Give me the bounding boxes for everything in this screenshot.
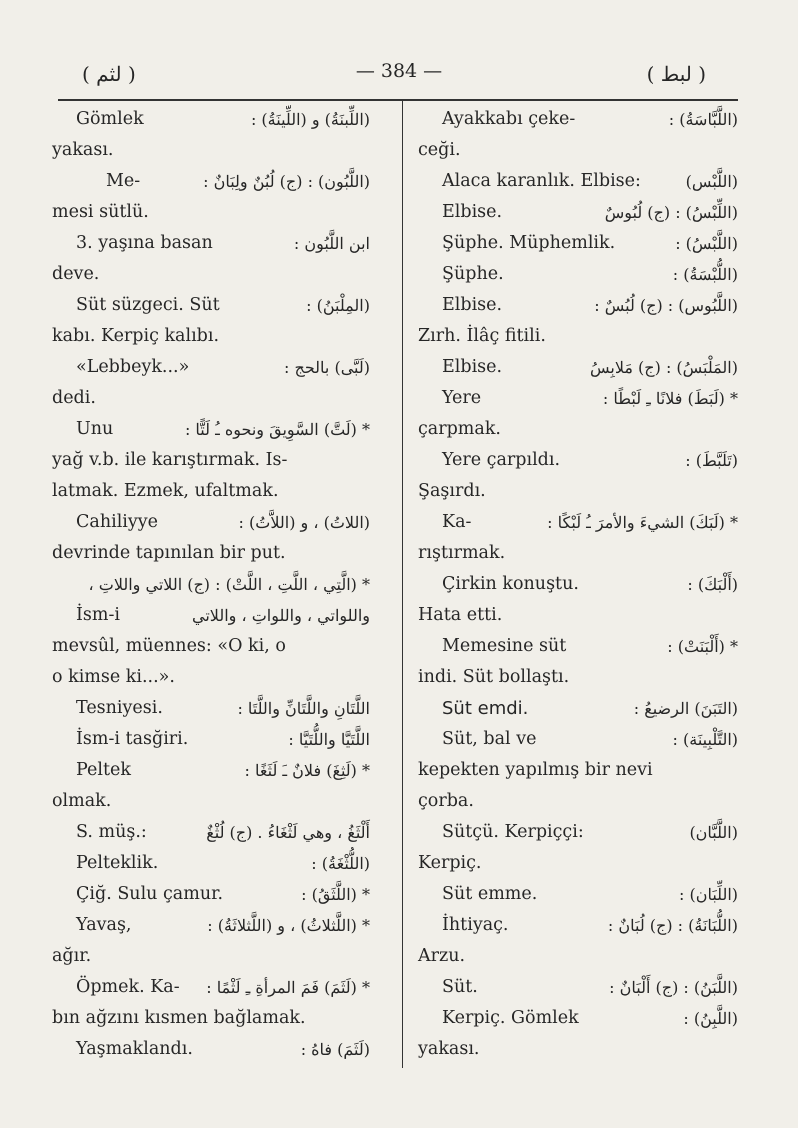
entry-line <box>418 817 738 848</box>
entry-line <box>52 507 370 538</box>
entry-line <box>418 228 738 259</box>
entry-line <box>418 879 738 910</box>
arabic-headword: (اللَّبِنُ) : <box>683 1009 738 1028</box>
turkish-text: bın ağzını kısmen bağlamak. <box>52 1008 306 1028</box>
turkish-text: rıştırmak. <box>418 543 506 563</box>
turkish-text: ağır. <box>52 946 92 966</box>
turkish-text: yakası. <box>52 140 114 160</box>
column-divider <box>402 100 403 1068</box>
turkish-text: Kerpiç. <box>418 853 482 873</box>
arabic-headword: * (لَثَمَ) فَمَ المرأةِ ـِ لَثْمًا : <box>206 978 370 997</box>
turkish-text: mesi sütlü. <box>52 202 149 222</box>
turkish-text: 3. yaşına basan <box>76 233 213 253</box>
entry-line <box>418 290 738 321</box>
entry-line <box>52 786 370 817</box>
turkish-text: Süt, bal ve <box>442 729 537 749</box>
arabic-headword: * (لَبَطَ) فلانًا ـِ لَبْطًا : <box>602 389 738 408</box>
entry-line <box>52 414 370 445</box>
entry-line <box>52 476 370 507</box>
turkish-text: Çirkin konuştu. <box>442 574 579 594</box>
turkish-text: indi. Süt bollaştı. <box>418 667 570 687</box>
arabic-headword: (اللَّبُوس) : (ج) لُبُسٌ : <box>594 296 738 315</box>
entry-line <box>52 817 370 848</box>
turkish-text: Cahiliyye <box>76 512 159 532</box>
entry-line <box>52 600 370 631</box>
turkish-text: Elbise. <box>442 357 503 377</box>
arabic-headword: (أَلْبَكَ) : <box>687 575 738 594</box>
arabic-headword: (اللاتُ) ، و (اللاَّتُ) : <box>238 513 370 532</box>
entry-line <box>52 879 370 910</box>
entry-line <box>52 197 370 228</box>
page-header <box>0 56 798 96</box>
entry-line <box>418 166 738 197</box>
arabic-headword: (اللَّبْس) <box>685 172 738 191</box>
header-rule <box>58 99 738 101</box>
entry-line <box>52 941 370 972</box>
arabic-headword: (المِلْبَنُ) : <box>306 296 370 315</box>
turkish-text: Tesniyesi. <box>76 698 163 718</box>
entry-line <box>418 724 738 755</box>
turkish-text: Memesine süt <box>442 636 567 656</box>
arabic-headword: (اللَّبَّاسَةُ) : <box>668 110 738 129</box>
turkish-text: Alaca karanlık. Elbise: <box>442 171 641 191</box>
turkish-text: S. müş.: <box>76 822 147 842</box>
turkish-text: Yere <box>442 388 482 408</box>
arabic-headword: (لَبَّى) بالحج : <box>284 358 370 377</box>
arabic-headword: اللَّتَانِ واللَّتَانِّ واللَّتَا : <box>237 699 370 718</box>
turkish-text: Yavaş, <box>76 915 132 935</box>
turkish-text: latmak. Ezmek, ufaltmak. <box>52 481 279 501</box>
turkish-text: ceği. <box>418 140 461 160</box>
turkish-text: deve. <box>52 264 100 284</box>
entry-line <box>52 972 370 1003</box>
arabic-headword: اللَّتَيَّا واللُّتَيَّا : <box>288 730 370 749</box>
arabic-headword: (اللَّبُون) : (ج) لُبُنٌ ولِبَانٌ : <box>203 172 370 191</box>
arabic-headword: (المَلْبَسُ) : (ج) مَلابِسُ <box>589 358 738 377</box>
turkish-text: Öpmek. Ka- <box>76 977 180 997</box>
header-right-keyword: ( لبط ) <box>646 62 706 86</box>
entry-line <box>418 259 738 290</box>
turkish-text: Kerpiç. Gömlek <box>442 1008 579 1028</box>
entry-line <box>418 662 738 693</box>
turkish-text: İsm-i <box>76 605 120 625</box>
entry-line <box>418 1003 738 1034</box>
turkish-text: İhtiyaç. <box>442 915 509 935</box>
entry-line <box>418 848 738 879</box>
entry-line <box>418 414 738 445</box>
arabic-headword: واللواتي ، واللواتِ ، واللاتي <box>191 606 370 625</box>
entry-line <box>52 848 370 879</box>
entry-line <box>418 693 738 724</box>
turkish-text: kepekten yapılmış bir nevi <box>418 760 653 780</box>
turkish-text: olmak. <box>52 791 112 811</box>
turkish-text: İsm-i tasğiri. <box>76 729 189 749</box>
entry-line <box>418 755 738 786</box>
turkish-text: Peltek <box>76 760 131 780</box>
arabic-headword: * (لَبَكَ) الشيءَ والأمرَ ـُ لَبْكًا : <box>547 513 738 532</box>
entry-line <box>418 786 738 817</box>
entry-line <box>418 631 738 662</box>
turkish-text: Hata etti. <box>418 605 503 625</box>
arabic-headword: * (اللَّثَقُ) : <box>301 885 370 904</box>
arabic-headword: أَلْثَغُ ، وهي لَثْغَاءُ . (ج) لُثْغٌ <box>206 823 370 842</box>
entry-line <box>418 910 738 941</box>
turkish-text: Süt süzgeci. Süt <box>76 295 220 315</box>
turkish-text: Süt emdi. <box>442 698 529 719</box>
turkish-text: Sütçü. Kerpiççi: <box>442 822 584 842</box>
arabic-headword: (اللُّبْسَةُ) : <box>672 265 738 284</box>
entry-line <box>418 507 738 538</box>
entry-line <box>52 445 370 476</box>
entry-line <box>52 352 370 383</box>
turkish-text: Çiğ. Sulu çamur. <box>76 884 224 904</box>
left-column <box>52 104 370 1065</box>
arabic-headword: (اللَّبَنُ) : (ج) أَلْبَانٌ : <box>609 978 738 997</box>
entry-line <box>52 259 370 290</box>
arabic-headword: (اللِّبْسُ) : (ج) لُبُوسٌ <box>604 203 738 222</box>
entry-line <box>418 321 738 352</box>
entry-line <box>418 972 738 1003</box>
right-column <box>418 104 738 1065</box>
turkish-text: Elbise. <box>442 295 503 315</box>
entry-line <box>52 662 370 693</box>
turkish-text: Elbise. <box>442 202 503 222</box>
turkish-text: Süt emme. <box>442 884 538 904</box>
arabic-headword: * (أَلْبَنَتْ) : <box>667 637 738 656</box>
turkish-text: Me- <box>106 171 141 191</box>
entry-line <box>52 290 370 321</box>
turkish-text: Zırh. İlâç fitili. <box>418 326 546 346</box>
turkish-text: çorba. <box>418 791 474 811</box>
entry-line <box>52 228 370 259</box>
arabic-headword: * (لَتَّ) السَّوِيقَ ونحوه ـُ لَتًّا : <box>184 420 370 439</box>
entry-line <box>52 135 370 166</box>
turkish-text: Şüphe. <box>442 264 504 284</box>
entry-line <box>52 724 370 755</box>
entry-line <box>52 104 370 135</box>
arabic-headword: (تَلَبَّطَ) : <box>685 451 738 470</box>
entry-line <box>52 910 370 941</box>
arabic-headword: (اللِّبنَةُ) و (اللِّينَةُ) : <box>250 110 370 129</box>
entry-line <box>418 352 738 383</box>
entry-line <box>52 383 370 414</box>
turkish-text: Pelteklik. <box>76 853 159 873</box>
arabic-headword: * (الَّتِي ، اللَّتِ ، اللَّتْ) : (ج) اللاتي واللاتِ ، <box>88 575 370 594</box>
entry-line <box>418 941 738 972</box>
arabic-headword: (اللُّبَانَةُ) : (ج) لُبَانٌ : <box>607 916 738 935</box>
arabic-headword: (التَّلْبِينَة) : <box>672 730 738 749</box>
entry-line <box>52 693 370 724</box>
arabic-headword: (اللِّبَان) : <box>678 885 738 904</box>
entry-line <box>418 104 738 135</box>
turkish-text: Süt. <box>442 977 478 997</box>
turkish-text: Gömlek <box>76 109 144 129</box>
turkish-text: kabı. Kerpiç kalıbı. <box>52 326 220 346</box>
turkish-text: Yaşmaklandı. <box>76 1039 193 1059</box>
turkish-text: Şaşırdı. <box>418 481 486 501</box>
turkish-text: Ayakkabı çeke- <box>442 109 576 129</box>
turkish-text: Ka- <box>442 512 472 532</box>
entry-line <box>418 1034 738 1065</box>
arabic-headword: * (اللَّثلاثُ) ، و (اللَّثلاثَةُ) : <box>207 916 370 935</box>
entry-line <box>418 135 738 166</box>
entry-line <box>418 476 738 507</box>
entry-line <box>418 197 738 228</box>
turkish-text: devrinde tapınılan bir put. <box>52 543 286 563</box>
entry-line <box>418 538 738 569</box>
arabic-headword: * (لَثِغَ) فلانٌ ـَ لَثَغًا : <box>244 761 370 780</box>
turkish-text: yakası. <box>418 1039 480 1059</box>
turkish-text: çarpmak. <box>418 419 501 439</box>
entry-line <box>52 755 370 786</box>
entry-line <box>52 538 370 569</box>
turkish-text: Unu <box>76 419 114 439</box>
entry-line <box>52 569 370 600</box>
turkish-text: Arzu. <box>418 946 466 966</box>
arabic-headword: (اللَّبَّان) <box>689 823 738 842</box>
entry-line <box>52 1003 370 1034</box>
turkish-text: «Lebbeyk...» <box>76 357 190 377</box>
entry-line <box>418 600 738 631</box>
page-number: — 384 — <box>355 60 443 82</box>
turkish-text: dedi. <box>52 388 96 408</box>
entry-line <box>52 631 370 662</box>
entry-line <box>418 445 738 476</box>
header-left-keyword: ( لثم ) <box>82 62 136 86</box>
turkish-text: mevsûl, müennes: «O ki, o <box>52 636 286 656</box>
entry-line <box>418 383 738 414</box>
arabic-headword: ابن اللَّبُون : <box>293 234 370 253</box>
entry-line <box>52 1034 370 1065</box>
entry-line <box>418 569 738 600</box>
turkish-text: yağ v.b. ile karıştırmak. Is- <box>52 450 288 470</box>
turkish-text: Yere çarpıldı. <box>442 450 561 470</box>
entry-line <box>52 321 370 352</box>
arabic-headword: (التَبَنَ) الرضيعُ : <box>633 699 738 718</box>
turkish-text: o kimse ki...». <box>52 667 175 687</box>
arabic-headword: (اللَّبْسُ) : <box>675 234 738 253</box>
arabic-headword: (اللُّثْغَةُ) : <box>311 854 370 873</box>
turkish-text: Şüphe. Müphemlik. <box>442 233 616 253</box>
arabic-headword: (لَثَمَ) فاهُ : <box>300 1040 370 1059</box>
entry-line <box>52 166 370 197</box>
